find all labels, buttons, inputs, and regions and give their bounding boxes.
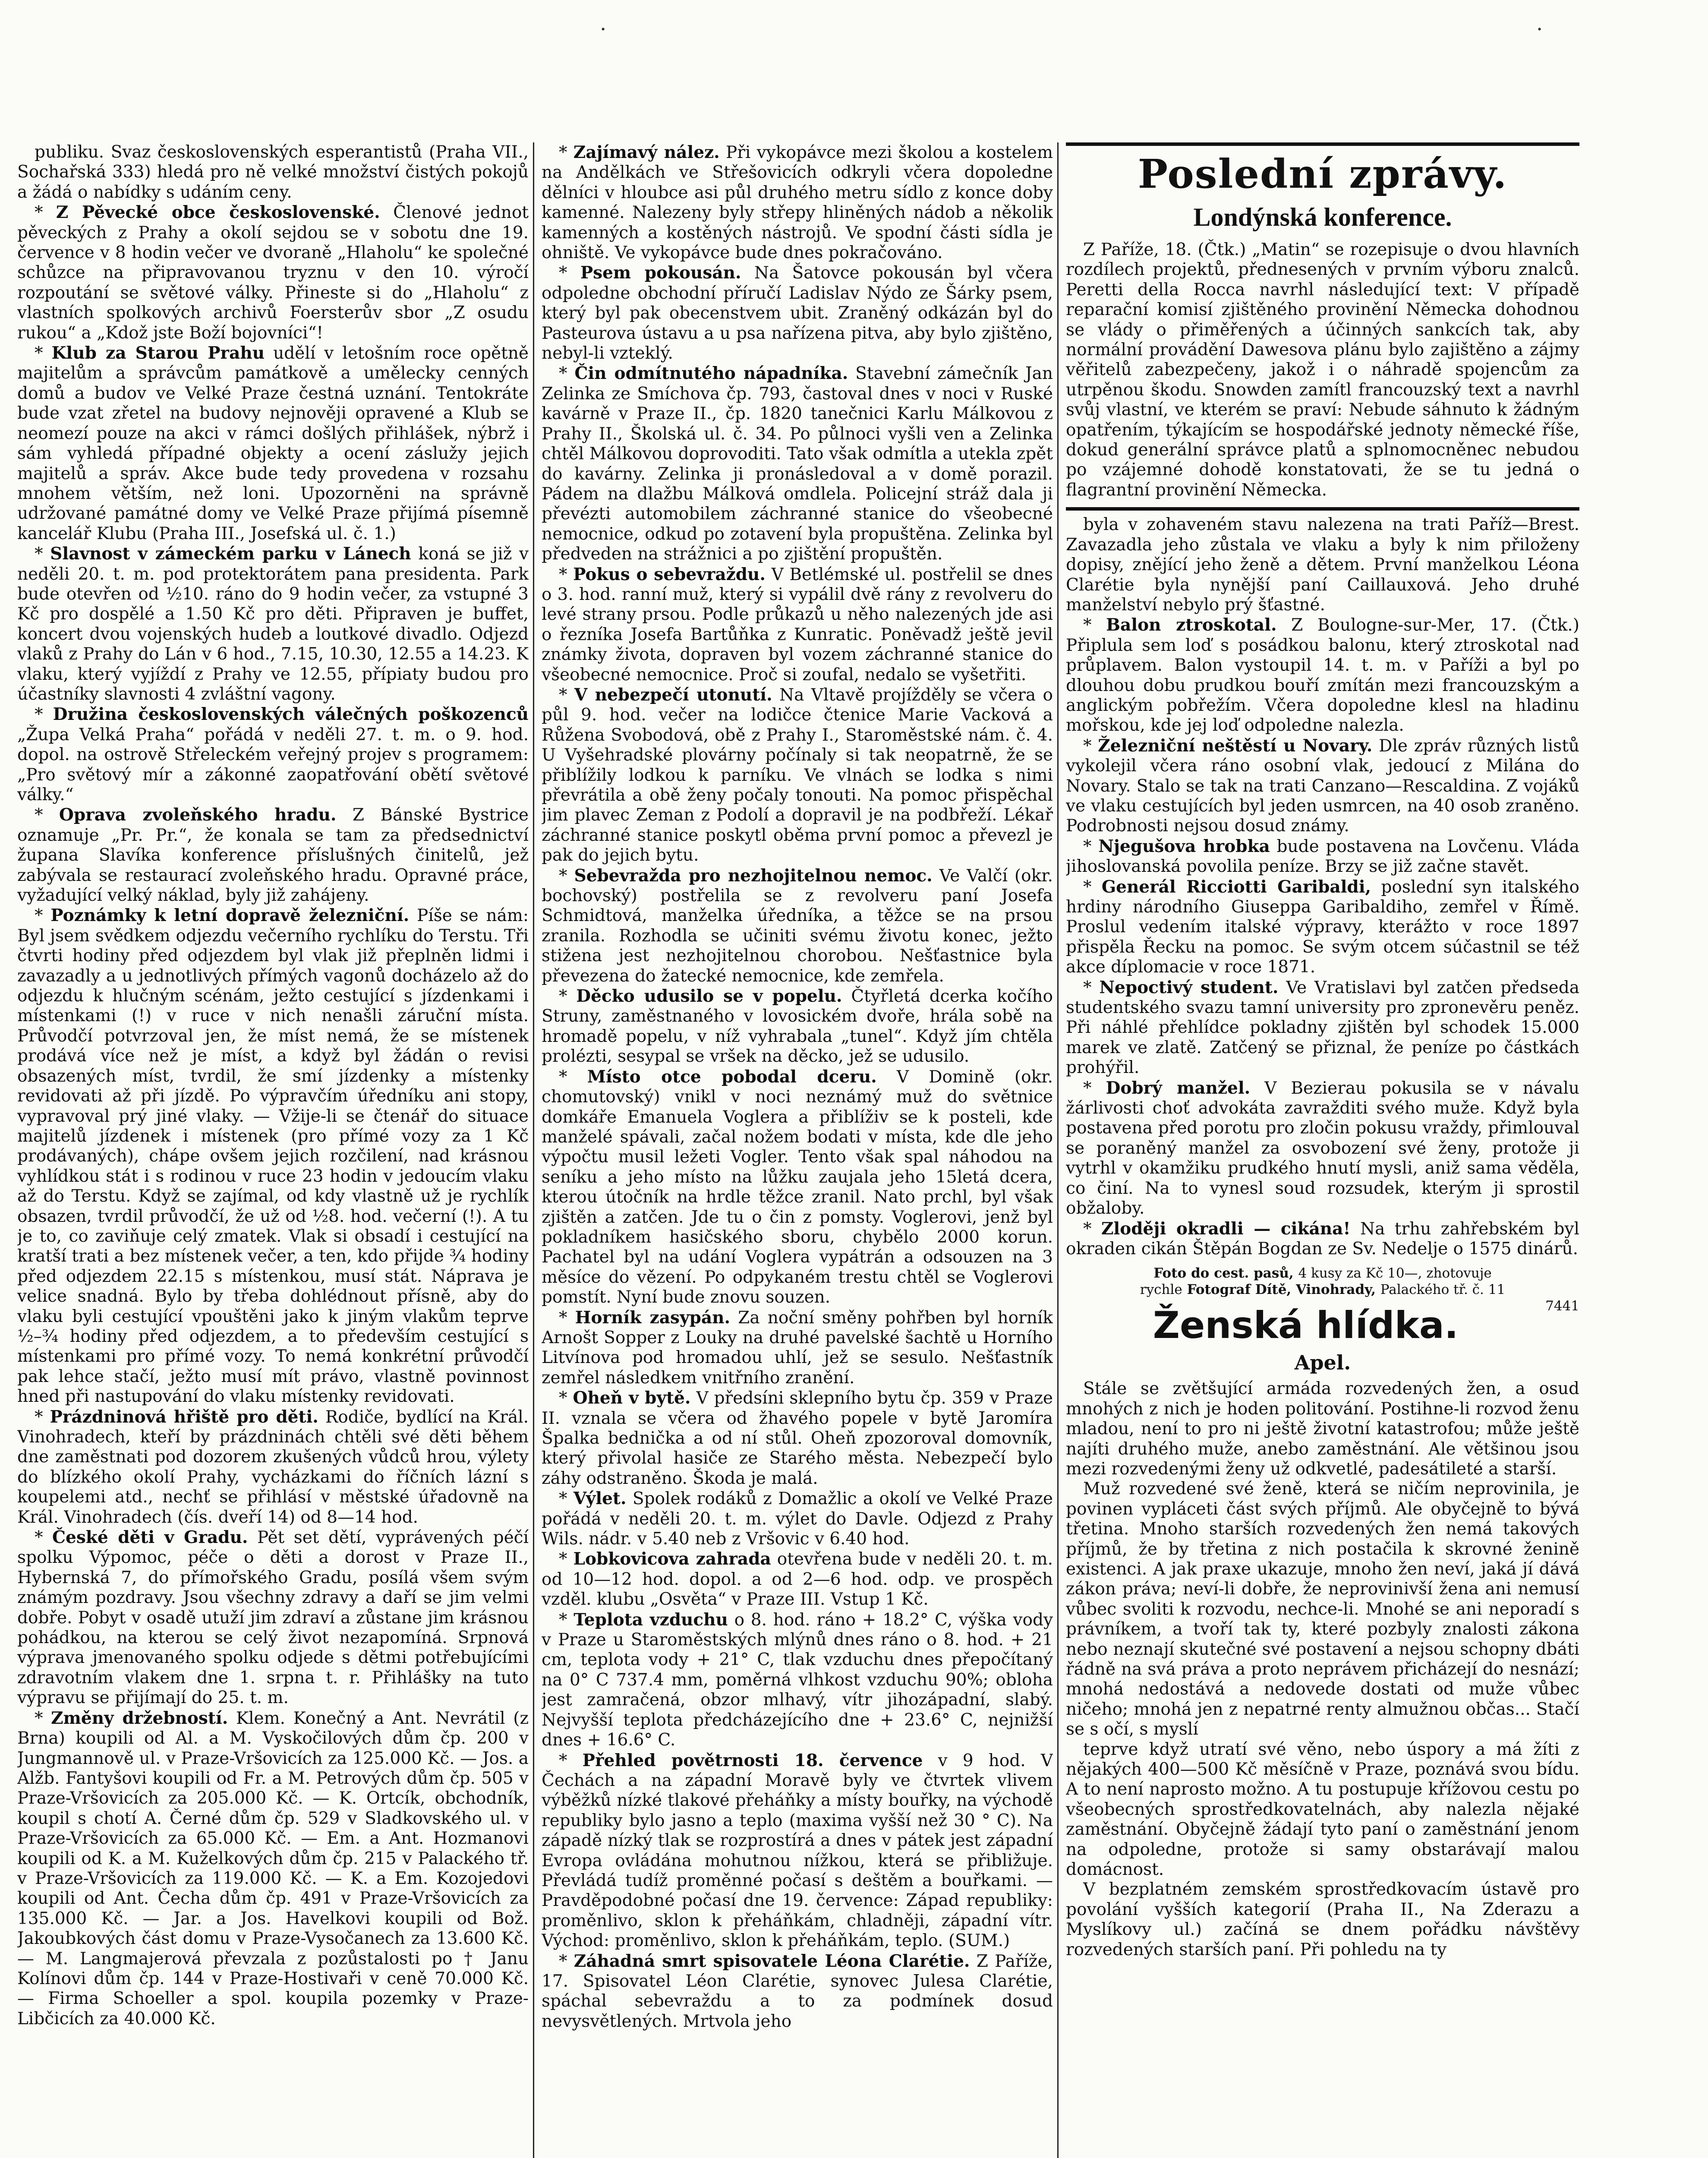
news-item-headline: Oprava zvoleňského hradu. xyxy=(59,805,337,825)
ad-address: Palackého tř. č. 11 xyxy=(1380,1282,1506,1298)
bullet-star: * xyxy=(559,1610,574,1630)
news-item-text: „Župa Velká Praha“ pořádá v neděli 27. t. m. o 9. hod. dopol. na ostrově Střeleckém veřejný projev s programem: „Pro světový mír a zákonné zaopatřování obětí světové války.“ xyxy=(17,725,529,805)
news-item-text: Z Paříže, 17. Spisovatel Léon Clarétie, synovec Julesa Clarétie, spáchal sebevraždu a to za podmínek dosud nevysvětlených. Mrtvola jeho xyxy=(542,1951,1053,2031)
news-item xyxy=(17,202,529,343)
bullet-star: * xyxy=(35,906,51,926)
news-item-headline: Sebevražda pro nezhojitelnou nemoc. xyxy=(574,865,933,886)
bullet-star: * xyxy=(1083,1078,1106,1098)
news-item xyxy=(17,1407,529,1527)
news-item-text: Při vykopávce mezi školou a kostelem na Andělkách ve Střešovicích odkryli včera dopoledne dělníci v hloubce asi půl druhého metru sídlo z konce doby kamenné. Nalezeny byly střepy hliněných nádob a několik kamenných a kostěných nástrojů. Ve spodní části sídla je ohniště. Ve vykopávce bude dnes pokračováno. xyxy=(542,143,1053,263)
article-london-conference: Z Paříže, 18. (Čtk.) „Matin“ se rozepisuje o dvou hlavních rozdílech projektů, přednesených v prvním výboru znalců. Peretti della Rocca navrhl následující text: V případě reparační komisí zjištěného provinění Německa dohodnou se vlády o přiměřených a účinných sankcích tak, aby normální provádění Dawesova plánu bylo zajištěno a zájmy věřitelů zabezpečeny, jakož i o náhradě spojencům za utrpěnou škodu. Snowden zamítl francouzský text a navrhl svůj vlastní, ve kterém se praví: Nebude sáhnuto k žádným opatřením, týkajícím se hospodářské jednoty německé říše, dokud generální správce platů a splnomocněnec nebudou po vzájemné dohodě konstatovati, že se tu jedná o flagrantní provinění Německa. xyxy=(1066,240,1579,500)
bullet-star: * xyxy=(35,344,52,363)
bullet-star: * xyxy=(1083,736,1098,756)
bullet-star: * xyxy=(559,1751,583,1770)
news-item-text: Za noční směny pohřben byl horník Arnošt Sopper z Louky na druhé pavelské šachtě u Horního Litvínova pod hromadou uhlí, jež se sesulo. Nešťastník zemřel následkem vnitřního zranění. xyxy=(542,1308,1053,1388)
news-item-headline: Výlet. xyxy=(573,1489,627,1509)
news-item-text: Stavební zámečník Jan Zelinka ze Smíchova čp. 793, častoval dnes v noci v Ruské kavárně v Praze II., čp. 1820 tanečnici Karlu Málkovou z Prahy II., Školská ul. č. 34. Po půlnoci vyšli ven a Zelinka chtěl Málkovou doprovoditi. Tato však odmítla a utekla zpět do kavárny. Zelinka ji pronásledoval a v domě porazil. Pádem na dlažbu Málková omdlela. Policejní stráž dala ji převézti automobilem záchranné stanice do všeobecné nemocnice, odkud po zotavení byla propuštěna. Zelinka byl předveden na strážnici a po zjištění propuštěn. xyxy=(542,364,1053,564)
news-item xyxy=(542,142,1053,263)
news-item-text: V Bezierau pokusila se v návalu žárlivosti choť advokáta zavražditi svého muže. Když byla postavena před porotu pro zločin pokusu vraždy, přimlouval se poraněný manžel za osvobození své ženy, protože ji vytrhl v okamžiku prudkého hnutí mysli, aniž sama věděla, co činí. Na to vynesl soud rozsudek, kterým ji sprostil obžaloby. xyxy=(1066,1078,1579,1218)
news-item-text: poslední syn italského hrdiny národního Giuseppa Garibaldiho, zemřel v Římě. Proslul vedením italské výpravy, kterážto v roce 1897 přispěla Řecku na pomoc. Se svým otcem súčastnil se též akce díplomacie v roce 1871. xyxy=(1066,877,1579,977)
ad-company: Fotograf Dítě, Vinohrady, xyxy=(1187,1282,1376,1298)
bullet-star: * xyxy=(559,1308,575,1328)
news-item-text: Dle zpráv různých listů vykolejil včera ráno osobní vlak, jedoucí z Milána do Novary. Stalo se tak na trati Canzano—Rescaldina. Z vojáků ve vlaku cestujících byl jeden usmrcen, na 40 osob zraněno. Podrobnosti nejsou dosud známy. xyxy=(1066,736,1579,836)
news-item-text: V Betlémské ul. postřelil se dnes o 3. hod. ranní muž, který si vypálil dvě rány z revolveru do levé strany prsou. Podle průkazů u něho nalezených jde asi o řezníka Josefa Bartůňka z Kunratic. Poněvadž ještě jevil známky života, dopraven byl vozem záchranné stanice do všeobecné nemocnice. Proč si zoufal, nedalo se vyšetřiti. xyxy=(542,565,1053,685)
bullet-star: * xyxy=(1083,615,1106,635)
advertisement xyxy=(1066,1265,1579,1314)
news-item xyxy=(1066,736,1579,836)
bullet-star: * xyxy=(35,805,59,825)
column-divider xyxy=(1057,142,1059,2158)
ad-text: 4 kusy za Kč 10—, zhotovuje xyxy=(1298,1265,1492,1281)
womens-section-text xyxy=(1066,1379,1579,1960)
womens-section-title: Ženská hlídka. xyxy=(1153,1304,1459,1347)
news-item-text: V předsíni sklepního bytu čp. 359 v Praze II. vznala se včera od žhavého popele v bytě Jaromíra Špalka bednička a od ní stůl. Oheň zpozoroval domovník, který přivolal hasiče ze Starého města. Nebezpečí bylo záhy odstraněno. Škoda je malá. xyxy=(542,1388,1053,1488)
news-item-text: Na Vltavě projížděly se včera o půl 9. hod. večer na lodičce čtenice Marie Vacková a Růžena Svobodová, obě z Prahy I., Staroměstské nám. č. 4. U Vyšehradské plovárny počínaly si tak neopatrně, že se přiblížily lodkou k parníku. Ve vlnách se lodka s nimi převrátila a obě ženy počaly tonouti. Na pomoc přispěchal jim plavec Zeman z Podolí a dopravil je na podbřeží. Lékař záchranné stanice poskytl oběma první pomoc a převezl je pak do jejich bytu. xyxy=(542,685,1053,865)
news-item-headline: Záhadná smrt spisovatele Léona Clarétie. xyxy=(574,1951,970,1971)
section-subtitle: Londýnská konference. xyxy=(1193,203,1452,231)
news-item-headline: Železniční neštěstí u Novary. xyxy=(1098,735,1373,756)
news-item xyxy=(17,905,529,1407)
news-item-text: Ve Vratislavi byl zatčen předseda studentského svazu tamní university pro zpronevěru peněz. Při náhlé přehlídce pokladny zjištěn byl schodek 15.000 marek ve zlatě. Zatčený se přiznal, že peníze po částkách prohýřil. xyxy=(1066,978,1579,1078)
bullet-star: * xyxy=(35,1528,52,1548)
news-item xyxy=(542,1489,1053,1549)
section-rule xyxy=(1066,507,1579,511)
news-item-headline: Nepoctivý student. xyxy=(1099,977,1279,997)
womens-section-paragraph: V bezplatném zemském sprostředkovacím ústavě pro povolání vyšších kategorií (Praha II., Na Zderazu a Myslíkovy ul.) začíná se dnem pořádku návštěvy rozvedených starších paní. Při pohledu na ty xyxy=(1066,1880,1579,1959)
bullet-star: * xyxy=(559,263,580,283)
news-item xyxy=(1066,615,1579,735)
womens-section-subtitle: Apel. xyxy=(1294,1351,1351,1375)
news-item xyxy=(542,565,1053,685)
news-item-text: byla v zohaveném stavu nalezena na trati Paříž—Brest. Zavazadla jeho zůstala ve vlaku a byly k nim přiloženy dopisy, znějící jeho ženě a dětem. První manželkou Léona Clarétie byla nynější paní Caillauxová. Jeho druhé manželství nebylo prý šťastné. xyxy=(1066,515,1579,615)
news-item xyxy=(542,685,1053,866)
bullet-star: * xyxy=(35,1708,51,1728)
bullet-star: * xyxy=(559,565,574,584)
bullet-star: * xyxy=(1083,978,1100,997)
news-item-headline: Pokus o sebevraždu. xyxy=(573,564,766,584)
latest-news-header xyxy=(1066,150,1579,235)
section-rule xyxy=(1066,142,1579,146)
news-item-headline: Dobrý manžel. xyxy=(1106,1078,1251,1098)
news-item-headline: Njegušova hrobka xyxy=(1098,836,1270,856)
news-item-headline: Generál Ricciotti Garibaldi, xyxy=(1101,877,1371,897)
right-column-articles xyxy=(1066,515,1579,1259)
news-item-headline: Zajímavý nález. xyxy=(573,142,720,162)
bullet-star: * xyxy=(559,685,574,705)
news-item-headline: Zloději okradli — cikána! xyxy=(1101,1218,1351,1239)
bullet-star: * xyxy=(559,1549,574,1569)
news-item xyxy=(542,1388,1053,1489)
news-item xyxy=(17,142,529,202)
news-item xyxy=(17,544,529,704)
news-item xyxy=(1066,1219,1579,1259)
bullet-star: * xyxy=(35,705,53,725)
news-item-text: udělí v letošním roce opětně majitelům a správcům památkově a umělecky cenných domů a budov ve Velké Praze čestná uznání. Tentokráte bude vzat zřetel na budovy nejnověji opravené a Klub se neomezí pouze na akci v rámci došlých přihlášek, nýbrž i sám vyhledá případné objekty a ocení záslužy jejich majitelů a správ. Akce bude tedy provedena v rozsahu mnohem větším, než loni. Upozorněni na správně udržované památné domy ve Velké Praze přijímá písemně kancelář Klubu (Praha III., Josefská ul. č. 1.) xyxy=(17,344,529,543)
bullet-star: * xyxy=(35,203,56,223)
news-item xyxy=(17,1708,529,2029)
news-item-text: Z Boulogne-sur-Mer, 17. (Čtk.) Připlula sem loď s posádkou balonu, který ztroskotal nad průplavem. Balon vystoupil 14. t. m. v Paříži a byl po dlouhou dobu prudkou bouří zmítán mezi francouzským a anglickým pobřežím. Včera dopoledne klesl na hladinu mořskou, kde jej loď odpoledne nalezla. xyxy=(1066,615,1579,735)
bullet-star: * xyxy=(35,544,50,564)
news-item xyxy=(542,263,1053,363)
news-item-text: Ve Valčí (okr. bochovský) postřelila se z revolveru paní Josefa Schmidtová, manželka úředníka, a těžce se na prsou zranila. Rozhodla se učiniti svému životu konec, ježto stižena jest nezhojitelnou chorobou. Nešťastnice byla převezena do žatecké nemocnice, kde zemřela. xyxy=(542,866,1053,986)
news-item xyxy=(1066,836,1579,877)
news-item-headline: Klub za Starou Prahu xyxy=(51,343,265,363)
news-item xyxy=(542,866,1053,986)
news-item-headline: Přehled povětrnosti 18. července xyxy=(582,1750,923,1770)
news-item-text: publiku. Svaz československých esperantistů (Praha VII., Sochařská 333) hledá pro ně velké množství čistých pokojů a žádá o nabídky s udáním ceny. xyxy=(17,142,529,202)
news-item-text: Členové jednot pěveckých z Prahy a okolí sejdou se v sobotu dne 19. července v 8 hodin večer ve dvoraně „Hlaholu“ ke společné schůzce na připravovanou tryznu v den 10. výročí rozpoutání se světové války. Přineste si do „Hlaholu“ z vlastních spolkových archivů Foersterův sbor „Z osudu rukou“ a „Kdož jste Boží bojovníci“! xyxy=(17,203,529,343)
news-item-headline: Slavnost v zámeckém parku v Lánech xyxy=(50,544,411,564)
print-speck: · xyxy=(1536,17,1543,41)
news-item-headline: V nebezpečí utonutí. xyxy=(574,685,772,705)
bullet-star: * xyxy=(35,1407,50,1427)
news-item-headline: Horník zasypán. xyxy=(575,1307,731,1328)
news-item xyxy=(542,1610,1053,1751)
news-item-text: o 8. hod. ráno + 18.2° C, výška vody v Praze u Staroměstských mlýnů dnes ráno o 8. hod. + 21 cm, teplota vody + 21° C, tlak vzduchu dnes přepočítaný na 0° C 737.4 mm, poměrná vlhkost vzduchu 90%; obloha jest zamračená, obzor mlhavý, vítr jihozápadní, slabý. Nejvyšší teplota předcházejícího dne + 23.6° C, nejnižší dnes + 16.6° C. xyxy=(542,1610,1053,1750)
news-item-text: Čtyřletá dcerka kočího Struny, zaměstnaného v lovosickém dvoře, hrála sobě na hromadě popelu, v níž vyhrabala „tunel“. Když jím chtěla prolézti, sesypal se vršek na děcko, jež se udusilo. xyxy=(542,987,1053,1066)
bullet-star: * xyxy=(1083,1219,1101,1239)
news-item xyxy=(542,1751,1053,1951)
news-item xyxy=(1066,978,1579,1078)
bullet-star: * xyxy=(559,364,575,384)
bullet-star: * xyxy=(559,1067,587,1087)
news-item xyxy=(542,1549,1053,1609)
bullet-star: * xyxy=(559,866,574,886)
news-item xyxy=(542,1308,1053,1388)
ad-code: 7441 xyxy=(1545,1298,1579,1314)
news-item-text: bude postavena na Lovčenu. Vláda jihoslovanská povolila peníze. Brzy se již začne stavět. xyxy=(1066,836,1579,877)
news-item-text: otevřena bude v neděli 20. t. m. od 10—12 hod. dopol. a od 2—6 hod. odp. ve prospěch vzděl. klubu „Osvěta“ v Praze III. Vstup 1 Kč. xyxy=(542,1549,1053,1609)
news-item-text: Na Šatovce pokousán byl včera odpoledne obchodní příručí Ladislav Nýdo ze Šárky psem, který byl pak obecenstvem ubit. Zraněný odkázán byl do Pasteurova ústavu a u psa nařízena pitva, aby bylo zjištěno, nebyl-li vzteklý. xyxy=(542,263,1053,363)
ad-headline: Foto do cest. pasů, xyxy=(1153,1265,1294,1281)
news-item-headline: České děti v Gradu. xyxy=(52,1527,248,1548)
bullet-star: * xyxy=(559,1489,574,1509)
news-item-headline: Lobkovicova zahrada xyxy=(573,1549,771,1569)
column-divider xyxy=(533,142,534,2158)
womens-section-paragraph: Stále se zvětšující armáda rozvedených žen, a osud mnohých z nich je hoden politování. Postihne-li rozvod ženu mladou, není to pro ni ještě životní katastrofou; může ještě najíti druhého muže, anebo zaměstnání. Ale většinou jsou mezi rozvedenými ženy už odkvetlé, padesátileté a starší. xyxy=(1066,1379,1579,1479)
section-title: Poslední zprávy. xyxy=(1138,151,1508,197)
news-item-text: Píše se nám: Byl jsem svědkem odjezdu večerního rychlíku do Terstu. Tři čtvrti hodiny před odjezdem byl vlak již přeplněn lidmi i zavazadly a u jednotlivých přímých vagonů docházelo až do odjezdu k hlučným scénám, ježto cestující s jízdenkami i místenkami (!) v ruce v nich nenašli záruční místa. Průvodčí potvrzoval jen, že míst nemá, že se místenek prodává více než je míst, a když byl žádán o revisi obsazených míst, tvrdil, že smí jízdenky a místenky revidovati až při jízdě. Po výpravčím úředníku ani stopy, vypravoval prý jiné vlaky. — Vžije-li se čtenář do situace majitelů jízdenek i místenek (pro přímé vozy za 1 Kč prodávaných), chápe ovšem jejich rozčilení, nad krásnou vyhlídkou stát i s rodinou v ruce 23 hodin v jedoucím vlaku až do Terstu. Když se zajímal, od kdy vlastně už je rychlík obsazen, tvrdil průvodčí, že už od ½8. hod. večerní (!). A tu je to, co zaviňuje celý zmatek. Vlak si obsadí i cestující na kratší trati a bez místenek večer, a ten, kdo přijde ¾ hodiny před odjezdem 22.15 s místenkou, musí stát. Náprava je velice snadná. Bylo by třeba dohlédnout přísně, aby do vlaku byli cestující vpouštěni jako k jiným vlakům teprve ½–¾ hodiny před odjezdem, a to především cestující s místenkami pro přímé vozy. To nemá konkrétní průvodčí pak lehce stačí, ježto musí mít právo, vlastně povinnost hned při nastupování do vlaku místenky revidovati. xyxy=(17,906,529,1407)
print-speck: · xyxy=(600,17,607,41)
news-item-text: v 9 hod. V Čechách a na západní Moravě byly ve čtvrtek vlivem výběžků nízké tlakové přeháňky a místy bouřky, na východě republiky bylo jasno a teplo (maxima vyšší než 30 ° C). Na západě nízký tlak se rozprostírá a dnes v pátek jest západní Evropa ovládána mohutnou nížkou, která se přibližuje. Převládá tudíž proměnné počasí s deštěm a bouřkami. — Pravděpodobné počasí dne 19. července: Západ republiky: proměnlivo, sklon k přeháňkám, chladněji, západní vítr. Východ: proměnlivo, sklon k přeháňkám, teplo. (SUM.) xyxy=(542,1751,1053,1951)
news-item-text: V Domině (okr. chomutovský) vnikl v noci neznámý muž do světnice domkáře Emanuela Voglera a přiblíživ se k posteli, kde manželé spávali, začal nožem bodati v místa, kde dle jeho výpočtu musil ležeti Vogler. Tento však spal náhodou na seníku a jeho místo na lůžku zaujala jeho 15letá dcera, kterou útočník na hrdle těžce zranil. Nato prchl, byl však zjištěn a zatčen. Jde tu o čin z pomsty. Voglerovi, jenž byl pokladníkem hasičského sboru, chybělo 2000 korun. Pachatel byl na udání Voglera vypátrán a odsouzen na 3 měsíce do vězení. Po odpykaném trestu chtěl se Voglerovi pomstít. Nyní bude znovu souzen. xyxy=(542,1067,1053,1307)
news-item xyxy=(17,805,529,905)
news-item xyxy=(542,986,1053,1067)
news-item xyxy=(17,343,529,544)
news-item-text: Klem. Konečný a Ant. Nevrátil (z Brna) koupili od Al. a M. Vyskočilových dům čp. 200 v Jungmannově ul. v Praze-Vršovicích za 125.000 Kč. — Jos. a Alžb. Fantyšovi koupili od Fr. a M. Petrových dům čp. 505 v Praze-Vršovicích za 205.000 Kč. — K. Ortcík, obchodník, koupil s chotí A. Černé dům čp. 529 v Sladkovského ul. v Praze-Vršovicích za 65.000 Kč. — Em. a Ant. Hozmanovi koupili od K. a M. Kuželkových dům čp. 215 v Palackého tř. v Praze-Vršovicích za 119.000 Kč. — K. a Em. Kozojedovi koupili od Ant. Čecha dům čp. 491 v Praze-Vršovicích za 135.000 Kč. — Jar. a Jos. Havelkovi koupili od Bož. Jakoubkových část domu v Praze-Vysočanech za 13.600 Kč. — M. Langmajerová převzala z pozůstalosti po † Janu Kolínovi dům čp. 144 v Praze-Hostivaři v ceně 70.000 Kč. — Firma Schoeller a spol. koupila pozemky v Praze-Libčicích za 40.000 Kč. xyxy=(17,1708,529,2029)
news-item-headline: Místo otce pobodal dceru. xyxy=(587,1066,877,1087)
news-item-headline: Změny držebností. xyxy=(51,1708,228,1728)
news-item-headline: Družina československých válečných poškozenců xyxy=(53,704,529,725)
column-middle xyxy=(542,142,1053,2158)
womens-section-paragraph: Muž rozvedené své ženě, která se ničím neprovinila, je povinen vypláceti část svých příjmů. Ale obyčejně to bývá třetina. Mnoho starších rozvedených žen nemá takových příjmů, že by třetina z nich postačila k skrovné ženině existenci. A jak praxe ukazuje, mnoho žen neví, jaká jí dává zákon práva; neví-li dobře, že neprovinivší žena ani nemusí vůbec svoliti k rozvodu, nechce-li. Mnohé se ani neporadí s právníkem, a tvoří tak ty, které pozbyly znalosti zákona nebo neznají skutečné své postavení a nejsou schopny dbáti řádně na svá práva a proto neprávem přicházejí do nesnází; mnohá nedostává a nedovede dostati od muže vůbec ničeho; mnohá jen z nepatrné renty almužnou občas... Stačí se s očí, s myslí xyxy=(1066,1479,1579,1739)
ad-text: rychle xyxy=(1140,1282,1182,1298)
news-item-headline: Děcko udusilo se v popelu. xyxy=(576,986,842,1006)
column-left xyxy=(17,142,529,2158)
news-item xyxy=(1066,515,1579,615)
news-item-text: Na trhu zahřebském byl okraden cikán Štěpán Bogdan ze Sv. Nedelje o 1575 dinárů. xyxy=(1066,1219,1579,1259)
news-item xyxy=(1066,877,1579,978)
news-item-headline: Balon ztroskotal. xyxy=(1106,615,1277,635)
news-item-text: Spolek rodáků z Domažlic a okolí ve Velké Praze pořádá v neděli 20. t. m. výlet do Davle. Odjezd z Prahy Wils. nádr. v 5.40 neb z Vršovic v 6.40 hod. xyxy=(542,1489,1053,1549)
bullet-star: * xyxy=(1083,836,1099,856)
column-right xyxy=(1066,142,1579,2158)
news-item-headline: Teplota vzduchu xyxy=(574,1609,728,1630)
news-item xyxy=(1066,1078,1579,1219)
bullet-star: * xyxy=(559,987,577,1006)
news-item xyxy=(17,1527,529,1708)
news-item-text: Z Bánské Bystrice oznamuje „Pr. Pr.“, že konala se tam za předsednictví župana Slavíka konference příslušných činitelů, jež zabývala se restaurací zvoleňského hradu. Opravné práce, vyžadující velký náklad, byly již zahájeny. xyxy=(17,805,529,905)
news-item-text: Pět set dětí, vyprávených péčí spolku Výpomoc, péče o děti a dorost v Praze II., Hybernská 7, do přímořského Gradu, posílá všem svým známým pozdravy. Jsou všechny zdravy a daří se jim velmi dobře. Pobyt v osadě utuží jim zdraví a zůstane jim krásnou pohádkou, na kterou se celý život nezapomíná. Srpnová výprava jmenovaného spolku odjede s dětmi potřebujícími zdravotním vlakem dne 1. srpna t. r. Přihlášky na tuto výpravu se přijímají do 25. t. m. xyxy=(17,1528,529,1708)
news-item xyxy=(542,1951,1053,2032)
news-item-headline: Oheň v bytě. xyxy=(573,1388,691,1408)
bullet-star: * xyxy=(559,143,574,162)
womens-section-paragraph: teprve když utratí své věno, nebo úspory a má žíti z nějakých 400—500 Kč měsíčně v Praze, poznává svou bídu. A to není naprosto možno. A tu postupuje křížovou cestu po všeobecných sprostředkovatelnách, aby nalezla nějaké zaměstnání. Obyčejně žádají tyto paní o zaměstnání jenom na odpoledne, protože si samy obstarávají malou domácnost. xyxy=(1066,1739,1579,1880)
bullet-star: * xyxy=(1083,877,1102,897)
news-item-headline: Z Pěvecké obce československé. xyxy=(56,202,380,223)
news-item xyxy=(542,1067,1053,1308)
news-item-text: Rodiče, bydlící na Král. Vinohradech, kteří by prázdninách chtěli své děti během dne zaměstnati pod dozorem zkušených vůdců hrou, výlety do blízkého okolí Prahy, vycházkami do říčních lázní s koupelemi atd., nechť se přihlásí v městské úřadovně na Král. Vinohradech (čís. dveří 14) od 8—14 hod. xyxy=(17,1407,529,1527)
news-item-headline: Poznámky k letní dopravě železniční. xyxy=(50,905,410,926)
news-item xyxy=(17,704,529,805)
news-item-headline: Čin odmítnutého nápadníka. xyxy=(574,363,848,384)
news-item-text: koná se již v neděli 20. t. m. pod protektorátem pana presidenta. Park bude otevřen od ½10. ráno do 9 hodin večer, za vstupné 3 Kč pro dospělé a 1.50 Kč pro děti. Připraven je buffet, koncert dvou vojenských hudeb a loutkové divadlo. Odjezd vlaků z Prahy do Lán v 6 hod., 7.15, 10.30, 12.55 a 14.23. K vlaku, který vyjíždí z Prahy ve 12.55, přípiaty budou pro účastníky slavnosti 4 zvláštní vagony. xyxy=(17,544,529,704)
news-item-headline: Prázdninová hřiště pro děti. xyxy=(50,1407,318,1427)
news-item xyxy=(542,363,1053,564)
bullet-star: * xyxy=(559,1388,573,1408)
news-item-headline: Psem pokousán. xyxy=(580,263,741,283)
bullet-star: * xyxy=(559,1951,574,1971)
